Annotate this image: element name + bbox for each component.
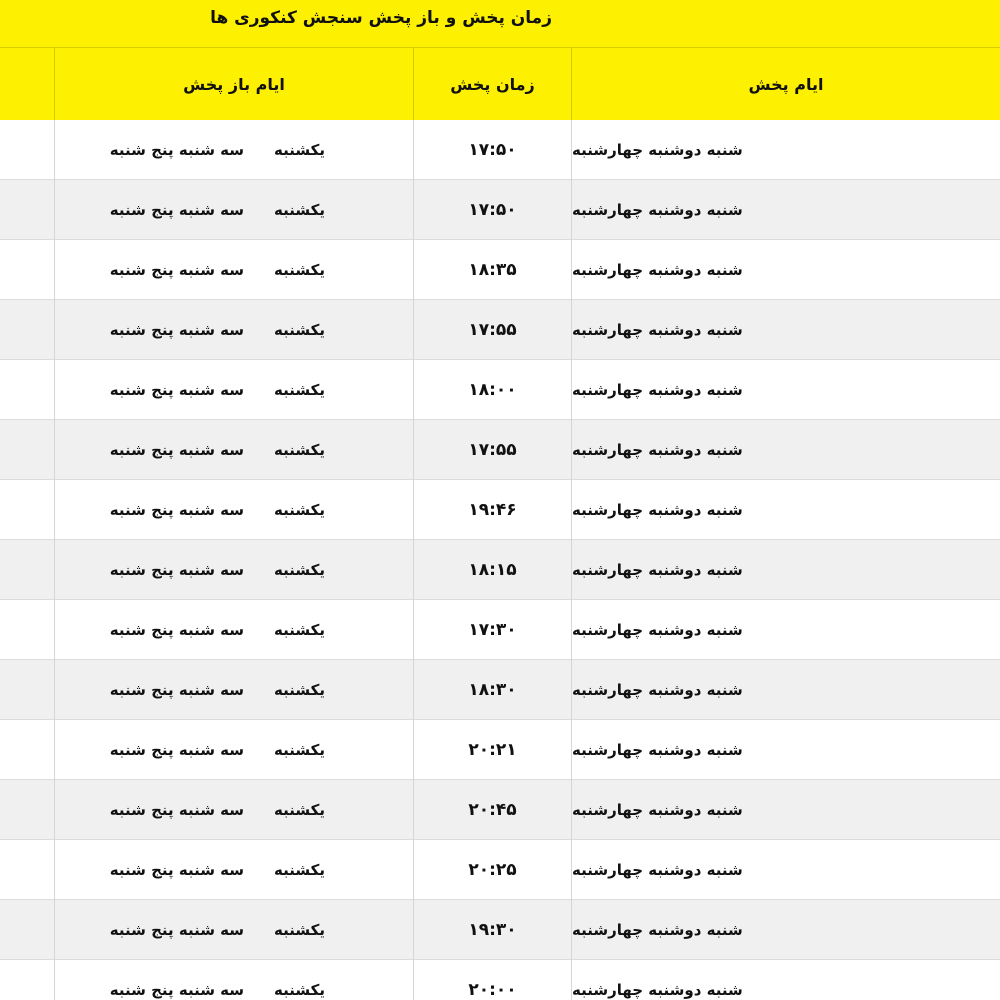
rebroadcast-day-primary: یکشنبه xyxy=(274,621,325,639)
broadcast-days-cell: شنبه دوشنبه چهارشنبه xyxy=(571,840,1000,900)
rebroadcast-day-primary: یکشنبه xyxy=(274,801,325,819)
rebroadcast-days-secondary: سه شنبه پنج شنبه xyxy=(109,921,245,939)
empty-cell xyxy=(0,180,54,240)
broadcast-time-cell: ۱۹:۳۰ xyxy=(413,900,571,960)
broadcast-time-cell: ۲۰:۲۱ xyxy=(413,720,571,780)
broadcast-days-cell: شنبه دوشنبه چهارشنبه xyxy=(571,300,1000,360)
empty-cell xyxy=(0,540,54,600)
rebroadcast-days-secondary: سه شنبه پنج شنبه xyxy=(109,561,245,579)
rebroadcast-days-secondary: سه شنبه پنج شنبه xyxy=(109,621,245,639)
table-row xyxy=(0,660,1000,720)
table-header-row xyxy=(0,48,1000,120)
rebroadcast-day-primary: یکشنبه xyxy=(274,681,325,699)
broadcast-time-cell: ۲۰:۰۰ xyxy=(413,960,571,1000)
rebroadcast-days-secondary: سه شنبه پنج شنبه xyxy=(109,261,245,279)
broadcast-time-cell: ۱۷:۵۵ xyxy=(413,300,571,360)
rebroadcast-day-primary: یکشنبه xyxy=(274,741,325,759)
rebroadcast-days-secondary: سه شنبه پنج شنبه xyxy=(109,741,245,759)
rebroadcast-days-secondary: سه شنبه پنج شنبه xyxy=(109,321,245,339)
rebroadcast-days-cell xyxy=(54,540,413,600)
empty-cell xyxy=(0,420,54,480)
empty-cell xyxy=(0,360,54,420)
table-row xyxy=(0,720,1000,780)
broadcast-days-cell: شنبه دوشنبه چهارشنبه xyxy=(571,600,1000,660)
table-row xyxy=(0,960,1000,1000)
empty-cell xyxy=(0,720,54,780)
rebroadcast-days-cell xyxy=(54,480,413,540)
broadcast-days-cell: شنبه دوشنبه چهارشنبه xyxy=(571,360,1000,420)
table-row xyxy=(0,840,1000,900)
title-bar xyxy=(0,0,1000,48)
table-row xyxy=(0,480,1000,540)
table-row xyxy=(0,900,1000,960)
rebroadcast-day-primary: یکشنبه xyxy=(274,981,325,999)
header-empty-cell xyxy=(0,48,54,120)
rebroadcast-days-cell xyxy=(54,600,413,660)
table-row xyxy=(0,300,1000,360)
broadcast-time-cell: ۱۸:۰۰ xyxy=(413,360,571,420)
table-row xyxy=(0,360,1000,420)
rebroadcast-days-secondary: سه شنبه پنج شنبه xyxy=(109,381,245,399)
empty-cell xyxy=(0,120,54,180)
empty-cell xyxy=(0,840,54,900)
header-broadcast-days: ایام پخش xyxy=(571,48,1000,120)
page-title: زمان پخش و باز پخش سنجش کنکوری ها xyxy=(210,8,552,28)
rebroadcast-days-cell xyxy=(54,180,413,240)
rebroadcast-day-primary: یکشنبه xyxy=(274,261,325,279)
rebroadcast-day-primary: یکشنبه xyxy=(274,321,325,339)
broadcast-time-cell: ۲۰:۴۵ xyxy=(413,780,571,840)
broadcast-time-cell: ۱۷:۵۰ xyxy=(413,180,571,240)
broadcast-days-cell: شنبه دوشنبه چهارشنبه xyxy=(571,660,1000,720)
broadcast-days-cell: شنبه دوشنبه چهارشنبه xyxy=(571,120,1000,180)
broadcast-days-cell: شنبه دوشنبه چهارشنبه xyxy=(571,900,1000,960)
empty-cell xyxy=(0,960,54,1000)
empty-cell xyxy=(0,300,54,360)
empty-cell xyxy=(0,900,54,960)
table-row xyxy=(0,780,1000,840)
broadcast-days-cell: شنبه دوشنبه چهارشنبه xyxy=(571,480,1000,540)
broadcast-time-cell: ۱۸:۳۰ xyxy=(413,660,571,720)
broadcast-time-cell: ۲۰:۲۵ xyxy=(413,840,571,900)
table-row xyxy=(0,540,1000,600)
empty-cell xyxy=(0,240,54,300)
rebroadcast-days-cell xyxy=(54,900,413,960)
broadcast-time-cell: ۱۸:۱۵ xyxy=(413,540,571,600)
rebroadcast-days-cell xyxy=(54,300,413,360)
broadcast-days-cell: شنبه دوشنبه چهارشنبه xyxy=(571,540,1000,600)
schedule-table-body xyxy=(0,120,1000,1000)
broadcast-days-cell: شنبه دوشنبه چهارشنبه xyxy=(571,720,1000,780)
rebroadcast-days-secondary: سه شنبه پنج شنبه xyxy=(109,861,245,879)
rebroadcast-days-secondary: سه شنبه پنج شنبه xyxy=(109,681,245,699)
rebroadcast-days-cell xyxy=(54,420,413,480)
table-row xyxy=(0,180,1000,240)
broadcast-days-cell: شنبه دوشنبه چهارشنبه xyxy=(571,180,1000,240)
rebroadcast-day-primary: یکشنبه xyxy=(274,141,325,159)
rebroadcast-days-secondary: سه شنبه پنج شنبه xyxy=(109,501,245,519)
rebroadcast-days-secondary: سه شنبه پنج شنبه xyxy=(109,801,245,819)
empty-cell xyxy=(0,480,54,540)
rebroadcast-days-cell xyxy=(54,360,413,420)
rebroadcast-days-cell xyxy=(54,120,413,180)
rebroadcast-days-cell xyxy=(54,240,413,300)
empty-cell xyxy=(0,780,54,840)
rebroadcast-days-secondary: سه شنبه پنج شنبه xyxy=(109,981,245,999)
table-row xyxy=(0,120,1000,180)
broadcast-days-cell: شنبه دوشنبه چهارشنبه xyxy=(571,240,1000,300)
rebroadcast-day-primary: یکشنبه xyxy=(274,201,325,219)
rebroadcast-days-cell xyxy=(54,720,413,780)
empty-cell xyxy=(0,600,54,660)
rebroadcast-days-secondary: سه شنبه پنج شنبه xyxy=(109,441,245,459)
empty-cell xyxy=(0,660,54,720)
rebroadcast-days-cell xyxy=(54,660,413,720)
table-row xyxy=(0,600,1000,660)
rebroadcast-days-secondary: سه شنبه پنج شنبه xyxy=(109,201,245,219)
broadcast-days-cell: شنبه دوشنبه چهارشنبه xyxy=(571,420,1000,480)
header-broadcast-time: زمان پخش xyxy=(413,48,571,120)
broadcast-days-cell: شنبه دوشنبه چهارشنبه xyxy=(571,960,1000,1000)
rebroadcast-day-primary: یکشنبه xyxy=(274,921,325,939)
broadcast-time-cell: ۱۷:۳۰ xyxy=(413,600,571,660)
rebroadcast-day-primary: یکشنبه xyxy=(274,381,325,399)
broadcast-days-cell: شنبه دوشنبه چهارشنبه xyxy=(571,780,1000,840)
broadcast-time-cell: ۱۸:۳۵ xyxy=(413,240,571,300)
rebroadcast-day-primary: یکشنبه xyxy=(274,501,325,519)
broadcast-time-cell: ۱۷:۵۵ xyxy=(413,420,571,480)
rebroadcast-days-cell xyxy=(54,780,413,840)
rebroadcast-day-primary: یکشنبه xyxy=(274,861,325,879)
broadcast-time-cell: ۱۹:۴۶ xyxy=(413,480,571,540)
table-row xyxy=(0,240,1000,300)
broadcast-time-cell: ۱۷:۵۰ xyxy=(413,120,571,180)
header-rebroadcast-days: ایام باز پخش xyxy=(54,48,413,120)
rebroadcast-days-cell xyxy=(54,840,413,900)
rebroadcast-days-secondary: سه شنبه پنج شنبه xyxy=(109,141,245,159)
rebroadcast-day-primary: یکشنبه xyxy=(274,441,325,459)
rebroadcast-days-cell xyxy=(54,960,413,1000)
rebroadcast-day-primary: یکشنبه xyxy=(274,561,325,579)
table-row xyxy=(0,420,1000,480)
